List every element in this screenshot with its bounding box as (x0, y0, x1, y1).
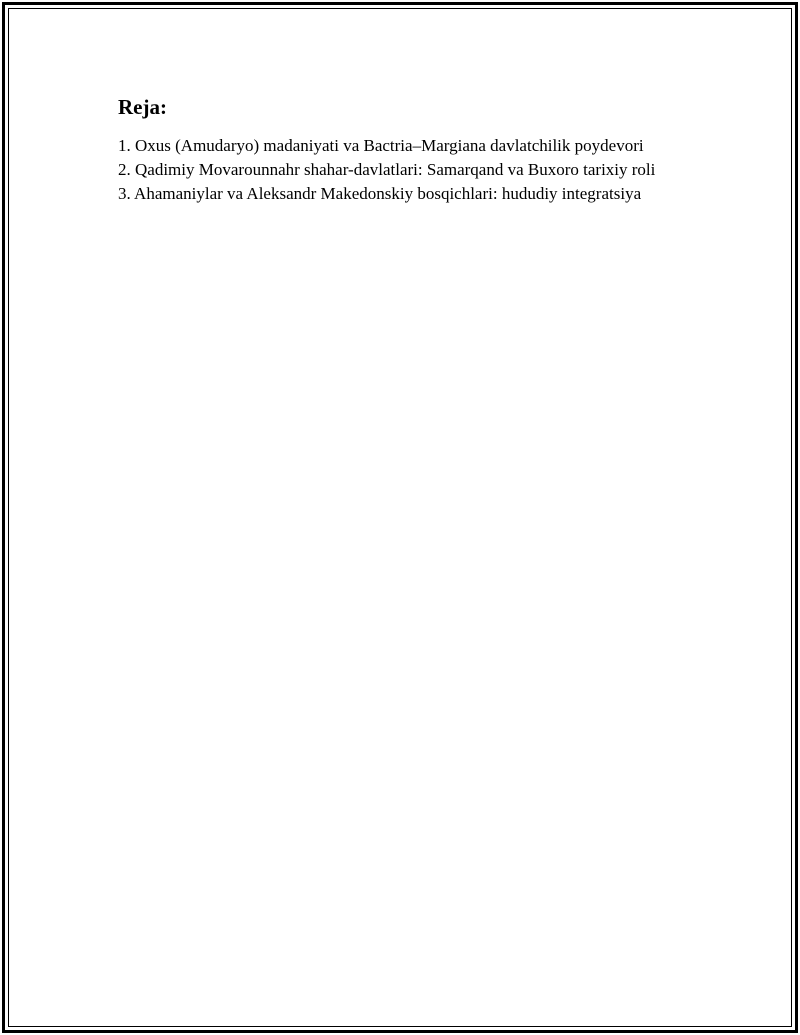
plan-list (118, 134, 678, 206)
plan-item-3: 3. Ahamaniylar va Aleksandr Makedonskiy bosqichlari: hududiy integratsiya (118, 184, 642, 203)
document-content (118, 94, 678, 206)
plan-item-1: 1. Oxus (Amudaryo) madaniyati va Bactria–Margiana davlatchilik poydevori (118, 136, 644, 155)
plan-item-2: 2. Qadimiy Movarounnahr shahar-davlatlari: Samarqand va Buxoro tarixiy roli (118, 160, 656, 179)
plan-heading: Reja: (118, 95, 167, 119)
